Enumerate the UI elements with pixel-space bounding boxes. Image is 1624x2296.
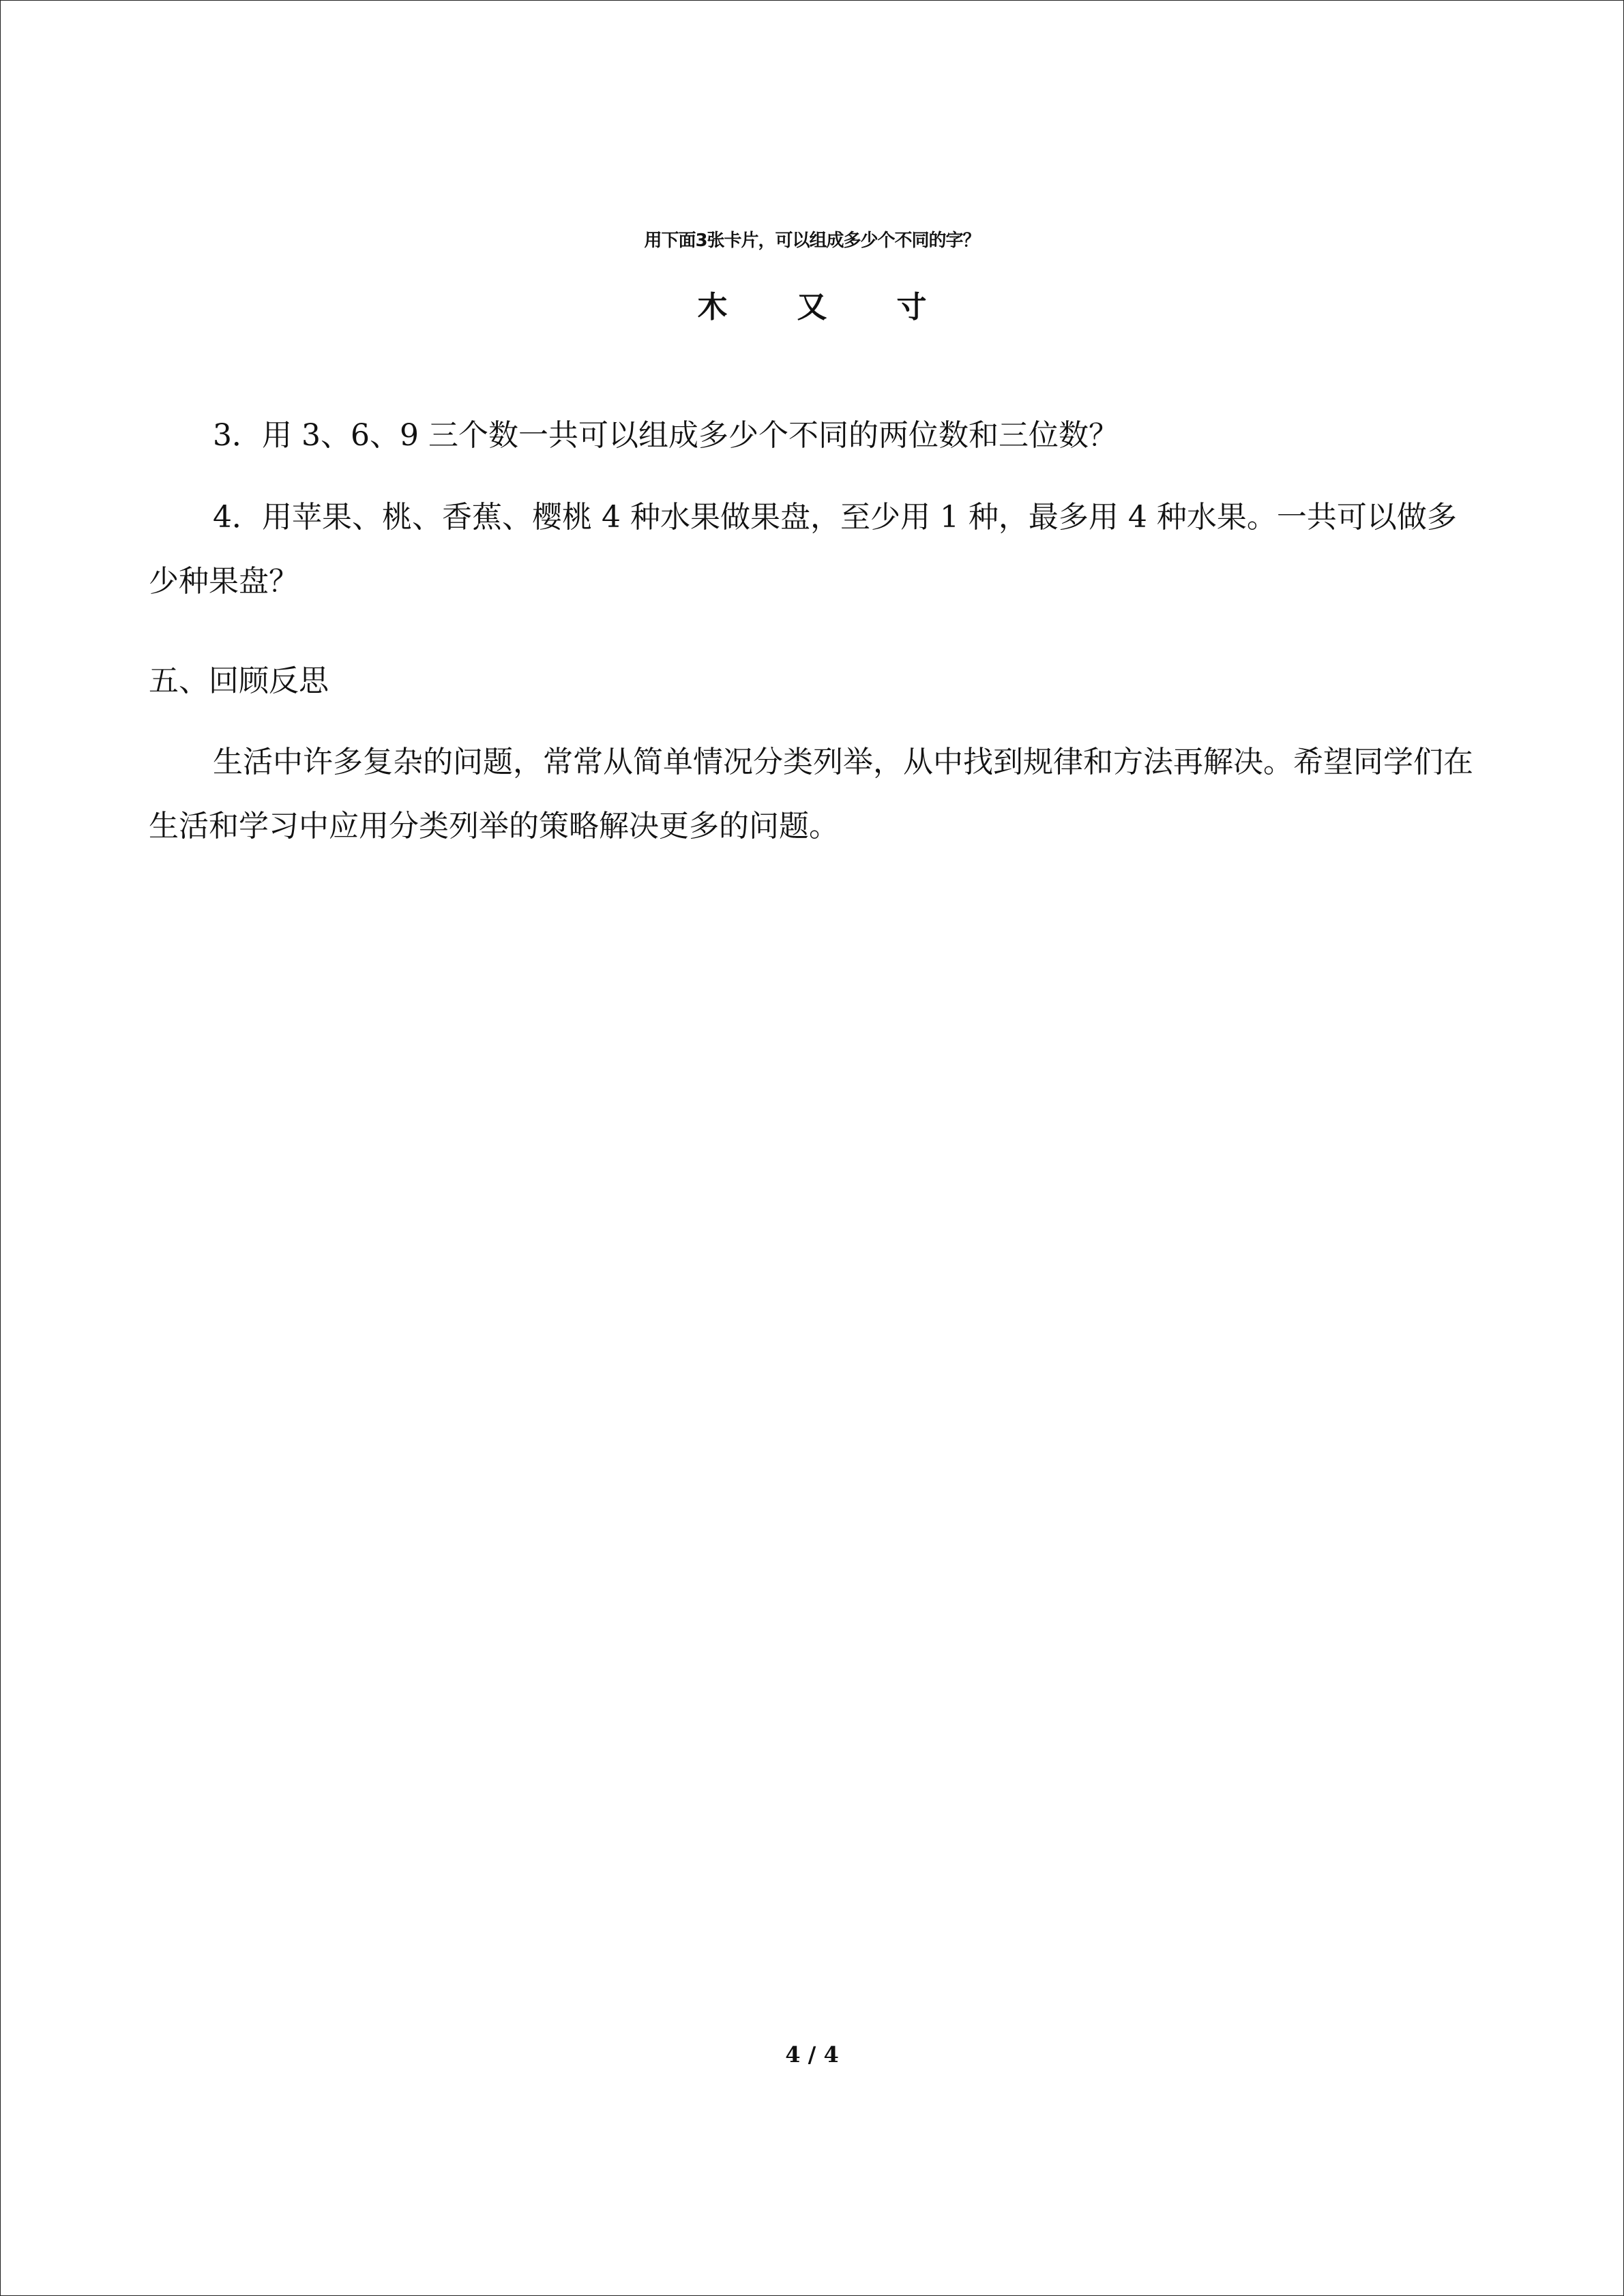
question-3: 3．用 3、6、9 三个数一共可以组成多少个不同的两位数和三位数？ [213, 418, 1119, 453]
character-cards [0, 282, 1624, 326]
card-cun: 寸 [896, 290, 927, 325]
section-title: 五、回顾反思 [149, 664, 329, 698]
card-mu: 木 [697, 290, 728, 325]
page-number: 4 / 4 [785, 2042, 839, 2068]
question-4: 4．用苹果、桃、香蕉、樱桃 4 种水果做果盘，至少用 1 种，最多用 4 种水果。一共可以做多少种果盘？ [149, 500, 1457, 599]
reflection-text: 生活中许多复杂的问题，常常从简单情况分类列举，从中找到规律和方法再解决。希望同学们在生活和学习中应用分类列举的策略解决更多的问题。 [149, 745, 1473, 844]
card-question: 用下面3张卡片，可以组成多少个不同的字？ [644, 230, 980, 251]
card-you: 又 [797, 290, 827, 325]
